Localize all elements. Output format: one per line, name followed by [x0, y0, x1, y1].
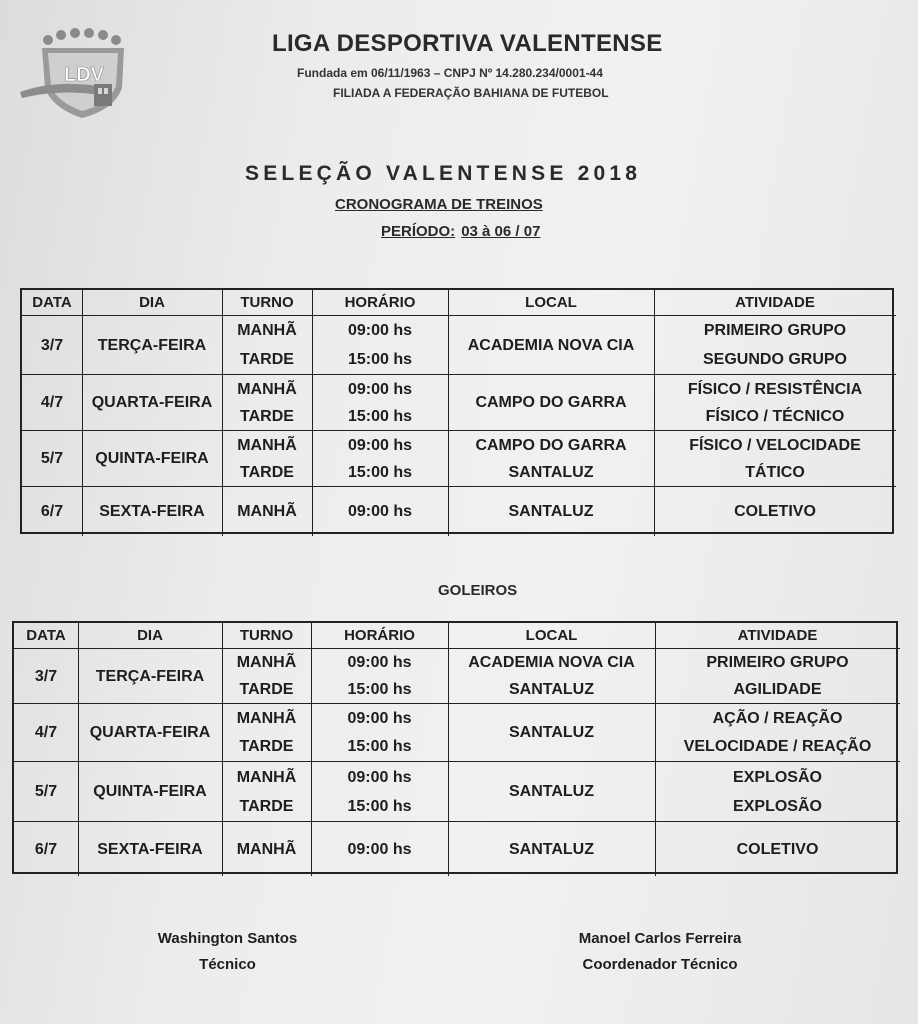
table-cell-data: 3/7 [34, 667, 58, 685]
founded-line: Fundada em 06/11/1963 – CNPJ Nº 14.280.234/0001-44 [297, 66, 603, 80]
cell-line: TARDE [240, 463, 294, 481]
column-header: DIA [137, 627, 163, 644]
table-cell-locais [448, 317, 654, 374]
table-cell-locais [448, 705, 655, 761]
organization-name: LIGA DESPORTIVA VALENTENSE [272, 30, 663, 57]
cell-line: MANHÃ [237, 380, 297, 398]
table-cell-turnos [222, 432, 312, 486]
table-cell-dia: QUARTA-FEIRA [89, 724, 211, 741]
cell-line: 15:00 hs [347, 350, 413, 368]
table-cell-locais [448, 432, 654, 486]
column-header: DATA [32, 294, 72, 311]
table-cell-dia: QUARTA-FEIRA [91, 394, 213, 411]
table-cell-horarios [312, 317, 448, 374]
table-cell-data: 3/7 [40, 336, 64, 354]
column-header: TURNO [240, 294, 294, 311]
table-cell-horarios [311, 705, 448, 761]
table-cell-data: 5/7 [40, 450, 64, 467]
cell-line: 09:00 hs [347, 380, 413, 398]
affiliation-line: FILIADA A FEDERAÇÃO BAHIANA DE FUTEBOL [333, 86, 609, 100]
cell-line: TARDE [239, 738, 294, 755]
row-divider [22, 315, 896, 316]
table-cell-atividades [655, 650, 900, 703]
column-header: HORÁRIO [344, 627, 415, 644]
cell-line: ACADEMIA NOVA CIA [467, 336, 635, 354]
table-cell-data: 5/7 [34, 783, 58, 800]
cell-line: FÍSICO / RESISTÊNCIA [687, 380, 863, 398]
row-divider [14, 821, 900, 822]
table-cell-atividades [654, 488, 896, 536]
cell-line: 09:00 hs [347, 768, 412, 786]
row-divider [22, 486, 896, 487]
row-divider [22, 374, 896, 375]
cell-line: TARDE [240, 407, 294, 425]
table-cell-horarios [312, 488, 448, 536]
table-cell-turnos [222, 650, 311, 703]
cell-line: ACADEMIA NOVA CIA [468, 654, 635, 672]
row-divider [14, 703, 900, 704]
table-cell-locais [448, 488, 654, 536]
cell-line: 15:00 hs [347, 463, 413, 481]
cell-line: 09:00 hs [347, 654, 412, 672]
signature-coach [145, 926, 310, 978]
column-header: LOCAL [525, 627, 578, 644]
cell-line: COLETIVO [734, 503, 816, 520]
period-label: PERÍODO: [381, 223, 456, 240]
goalkeepers-schedule-table [12, 621, 898, 874]
signature-name: Washington Santos [157, 930, 298, 947]
table-cell-turnos [222, 823, 311, 876]
cell-line: 15:00 hs [347, 680, 412, 698]
cell-line: FÍSICO / VELOCIDADE [689, 436, 861, 454]
column-header: ATIVIDADE [735, 294, 815, 311]
cell-line: MANHÃ [236, 840, 297, 858]
cell-line: SANTALUZ [508, 783, 595, 800]
cell-line: 09:00 hs [347, 710, 412, 727]
table-cell-dia: QUINTA-FEIRA [93, 783, 207, 800]
period-value: 03 à 06 / 07 [461, 223, 541, 240]
table-cell-atividades [654, 317, 896, 374]
column-header: HORÁRIO [344, 294, 416, 311]
document-title: SELEÇÃO VALENTENSE 2018 [245, 162, 642, 185]
column-header: DATA [26, 627, 66, 644]
cell-line: SANTALUZ [508, 463, 594, 481]
table-cell-atividades [654, 376, 896, 430]
training-schedule-table [20, 288, 894, 534]
table-cell-locais [448, 823, 655, 876]
cell-line: CAMPO DO GARRA [475, 436, 627, 454]
cell-line: 09:00 hs [347, 503, 413, 520]
cell-line: PRIMEIRO GRUPO [703, 322, 847, 340]
table-cell-locais [448, 650, 655, 703]
cell-line: MANHÃ [237, 436, 297, 454]
cell-line: MANHÃ [236, 710, 297, 727]
cell-line: 09:00 hs [347, 322, 413, 340]
cell-line: SANTALUZ [508, 840, 595, 858]
table-cell-dia: SEXTA-FEIRA [97, 840, 203, 858]
cell-line: 15:00 hs [347, 797, 412, 815]
table-cell-dia: QUINTA-FEIRA [95, 450, 209, 467]
cell-line: 15:00 hs [347, 738, 412, 755]
signature-role: Coordenador Técnico [582, 956, 738, 973]
table-cell-dia: SEXTA-FEIRA [99, 503, 205, 520]
column-header: DIA [139, 294, 165, 311]
ldv-logo [18, 22, 130, 122]
document-subtitle: CRONOGRAMA DE TREINOS [335, 196, 543, 213]
cell-line: PRIMEIRO GRUPO [706, 654, 849, 672]
cell-line: CAMPO DO GARRA [475, 394, 627, 411]
table-cell-horarios [311, 763, 448, 821]
cell-line: COLETIVO [736, 840, 819, 858]
cell-line: 09:00 hs [347, 436, 413, 454]
cell-line: TARDE [239, 797, 294, 815]
cell-line: EXPLOSÃO [733, 768, 822, 786]
signature-role: Técnico [199, 956, 256, 973]
table-cell-turnos [222, 705, 311, 761]
cell-line: SEGUNDO GRUPO [702, 350, 847, 368]
cell-line: MANHÃ [237, 322, 297, 340]
cell-line: EXPLOSÃO [733, 797, 822, 815]
cell-line: MANHÃ [237, 503, 297, 520]
table-cell-turnos [222, 488, 312, 536]
cell-line: SANTALUZ [508, 680, 595, 698]
column-header: TURNO [239, 627, 294, 644]
table-cell-atividades [655, 823, 900, 876]
table-cell-locais [448, 376, 654, 430]
table-cell-atividades [654, 432, 896, 486]
column-header: ATIVIDADE [737, 627, 818, 644]
period-line [381, 223, 540, 240]
table-cell-data: 4/7 [40, 394, 64, 411]
table-cell-data: 6/7 [40, 503, 64, 520]
goalkeepers-section-title: GOLEIROS [438, 582, 518, 599]
cell-line: TÁTICO [745, 463, 805, 481]
table-cell-turnos [222, 763, 311, 821]
column-header: LOCAL [525, 294, 577, 311]
table-cell-locais [448, 763, 655, 821]
row-divider [14, 761, 900, 762]
table-cell-data: 6/7 [34, 840, 58, 858]
cell-line: VELOCIDADE / REAÇÃO [683, 738, 872, 755]
table-cell-atividades [655, 763, 900, 821]
table-cell-atividades [655, 705, 900, 761]
cell-line: TARDE [240, 350, 294, 368]
row-divider [14, 648, 900, 649]
cell-line: FÍSICO / TÉCNICO [705, 407, 845, 425]
table-cell-horarios [311, 823, 448, 876]
table-cell-dia: TERÇA-FEIRA [97, 336, 207, 354]
cell-line: AGILIDADE [733, 680, 822, 698]
table-cell-dia: TERÇA-FEIRA [95, 667, 205, 685]
cell-line: 09:00 hs [347, 840, 412, 858]
cell-line: SANTALUZ [508, 503, 594, 520]
signature-name: Manoel Carlos Ferreira [578, 930, 742, 947]
row-divider [22, 430, 896, 431]
cell-line: 15:00 hs [347, 407, 413, 425]
signature-coordinator [555, 926, 765, 978]
cell-line: TARDE [239, 680, 294, 698]
table-cell-turnos [222, 317, 312, 374]
table-cell-horarios [312, 432, 448, 486]
table-cell-horarios [312, 376, 448, 430]
cell-line: MANHÃ [236, 654, 297, 672]
table-cell-turnos [222, 376, 312, 430]
table-cell-data: 4/7 [34, 724, 58, 741]
cell-line: AÇÃO / REAÇÃO [712, 710, 843, 727]
table-cell-horarios [311, 650, 448, 703]
cell-line: MANHÃ [236, 768, 297, 786]
logo-text: LDV [64, 64, 104, 86]
cell-line: SANTALUZ [508, 724, 595, 741]
